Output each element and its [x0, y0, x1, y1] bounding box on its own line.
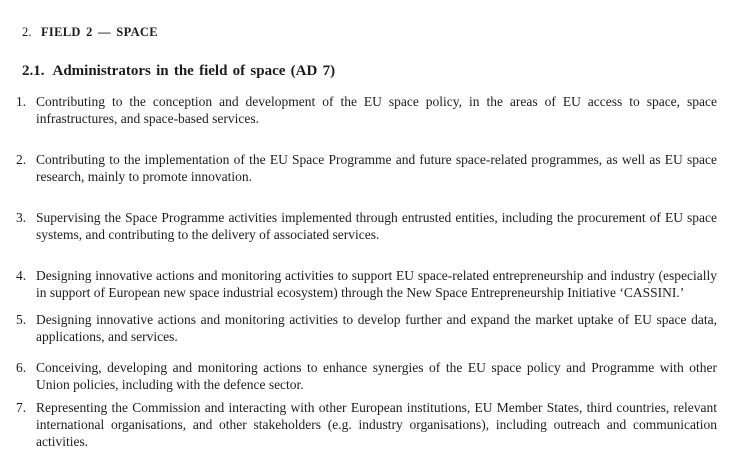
- list-item: [16, 399, 717, 450]
- list-item: [16, 359, 717, 393]
- section-title: FIELD 2 — SPACE: [40, 25, 158, 39]
- list-item-text: Representing the Commission and interacting with other European institutions, EU Member States, third countries, relevant international organisations, and other stakeholders (e.g. industry organisations), including outreach and communication activities.: [36, 400, 717, 449]
- subsection-heading: [22, 62, 717, 80]
- list-item-text: Designing innovative actions and monitoring activities to support EU space-related entrepreneurship and industry (especially in support of European new space industrial ecosystem) through the New Space Entrepreneurship Initiative ‘CASSINI.’: [36, 268, 717, 300]
- list-item-number: 4.: [16, 268, 27, 283]
- list-item-number: 1.: [16, 94, 27, 109]
- section-number: 2.: [22, 25, 32, 39]
- list-item-text: Supervising the Space Programme activities implemented through entrusted entities, including the procurement of EU space systems, and contributing to the delivery of associated services.: [36, 210, 717, 242]
- list-item-text: Contributing to the conception and development of the EU space policy, in the areas of EU access to space, space infrastructures, and space-based services.: [36, 94, 717, 126]
- list-item: [16, 267, 717, 301]
- section-heading: [22, 25, 717, 39]
- list-item: [16, 209, 717, 243]
- list-item-number: 3.: [16, 210, 27, 225]
- list-item: [16, 311, 717, 345]
- list-item-text: Designing innovative actions and monitoring activities to develop further and expand the market uptake of EU space data, applications, and services.: [36, 312, 717, 344]
- duty-list: [0, 93, 717, 450]
- list-item-number: 6.: [16, 360, 27, 375]
- list-item-number: 7.: [16, 400, 27, 415]
- list-item-text: Conceiving, developing and monitoring actions to enhance synergies of the EU space policy and Programme with other Union policies, including with the defence sector.: [36, 360, 717, 392]
- list-item-text: Contributing to the implementation of the EU Space Programme and future space-related programmes, as well as EU space research, mainly to promote innovation.: [36, 152, 717, 184]
- subsection-number: 2.1.: [22, 63, 45, 79]
- list-item: [16, 151, 717, 185]
- list-item-number: 5.: [16, 312, 27, 327]
- list-item-number: 2.: [16, 152, 27, 167]
- list-item: [16, 93, 717, 127]
- subsection-title: Administrators in the field of space (AD 7): [52, 63, 336, 79]
